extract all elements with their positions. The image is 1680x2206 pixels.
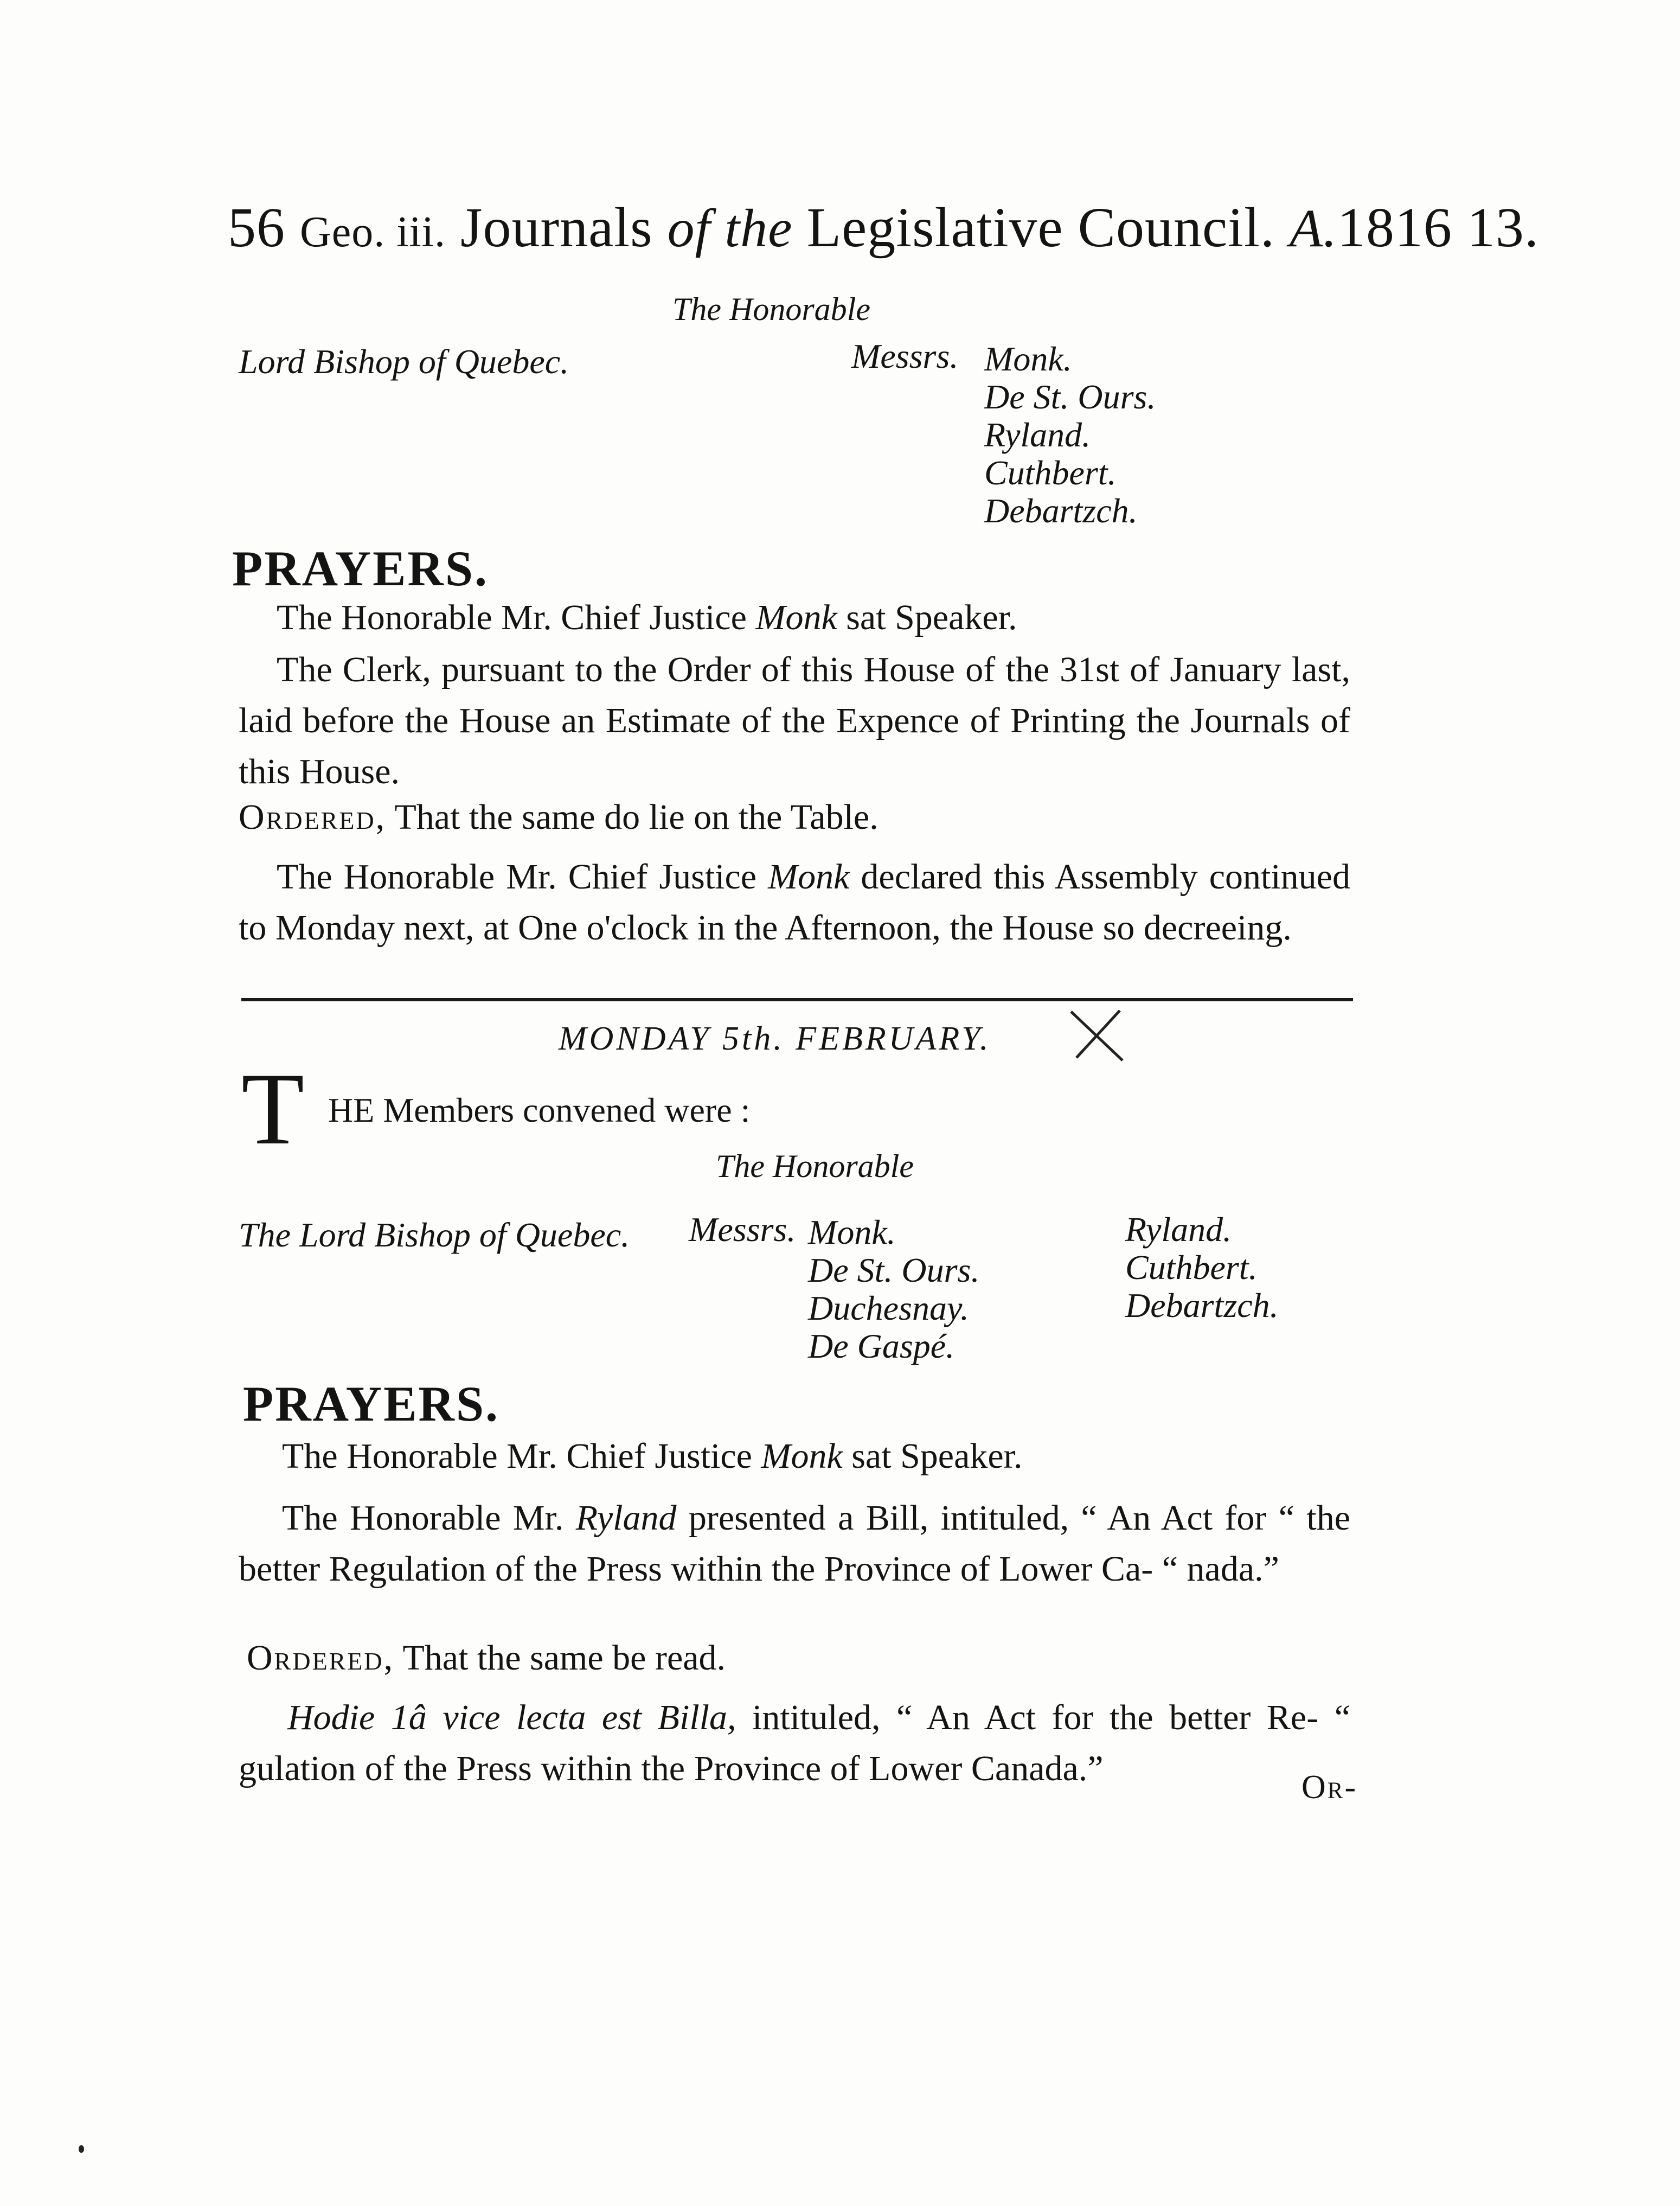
member-name: Duchesnay. [808,1289,969,1327]
honorable-heading-1: The Honorable [672,291,870,327]
member-name: Debartzch. [984,491,1138,530]
running-head [228,195,1539,260]
geo-label: Geo. iii. [300,208,446,256]
anno-label: A. [1289,198,1338,258]
member-name: Cuthbert. [984,453,1117,492]
members-convened-line: HE Members convened were : [328,1091,751,1129]
drop-cap: T [241,1052,305,1166]
ordered-paragraph-2: Ordered, That the same be read. [247,1638,726,1678]
member-name: Ryland. [1125,1210,1232,1249]
prayers-heading-1: PRAYERS. [232,541,489,596]
messrs-label-1: Messrs. [851,337,959,375]
of-the-label: of the [667,198,807,258]
bishop-name-2: The Lord Bishop of Quebec. [239,1216,630,1254]
year-page-number: 1816 13. [1337,196,1540,259]
sitting-date: MONDAY 5th. FEBRUARY. [559,1020,991,1057]
member-name: Monk. [984,340,1072,378]
member-name: De St. Ours. [984,378,1156,416]
speaker-paragraph-1: The Honorable Mr. Chief Justice Monk sat Speaker. [277,598,1017,637]
member-name: De Gaspé. [808,1327,955,1365]
member-name: De St. Ours. [808,1251,980,1289]
member-name: Monk. [808,1213,896,1251]
member-name: Cuthbert. [1125,1248,1258,1287]
speaker-paragraph-2: The Honorable Mr. Chief Justice Monk sat Speaker. [282,1436,1023,1476]
section-divider [241,998,1353,1001]
member-name: Ryland. [984,415,1091,454]
bill-presented-paragraph: The Honorable Mr. Ryland presented a Bill, intituled, “ An Act for “ the better Regulation of the Press within the Province of Lower Ca- “ nada.” [239,1498,1350,1589]
journals-label: Journals [445,196,668,259]
regnal-year: 56 [228,196,300,259]
member-name: Debartzch. [1125,1286,1279,1325]
council-label: Legislative Council. [806,196,1290,259]
bishop-name-1: Lord Bishop of Quebec. [239,342,569,381]
adjournment-paragraph: The Honorable Mr. Chief Justice Monk declared this Assembly continued to Monday next, at One o'clock in the Afternoon, the House so decreeing. [239,857,1350,948]
ordered-paragraph-1: Ordered, That the same do lie on the Table. [239,797,879,837]
first-reading-paragraph: Hodie 1â vice lecta est Billa, intituled, “ An Act for the better Re- “ gulation of the Press within the Province of Lower Canada.” [239,1698,1350,1788]
honorable-heading-2: The Honorable [716,1148,914,1184]
messrs-label-2: Messrs. [689,1210,796,1249]
prayers-heading-2: PRAYERS. [243,1376,500,1431]
catchword: Or- [1301,1769,1358,1806]
ink-speck [79,2145,84,2153]
handwritten-x-mark [1066,1006,1131,1066]
clerk-paragraph: The Clerk, pursuant to the Order of this House of the 31st of January last, laid before the House an Estimate of the Expence of Printing the Journals of this House. [239,650,1350,791]
